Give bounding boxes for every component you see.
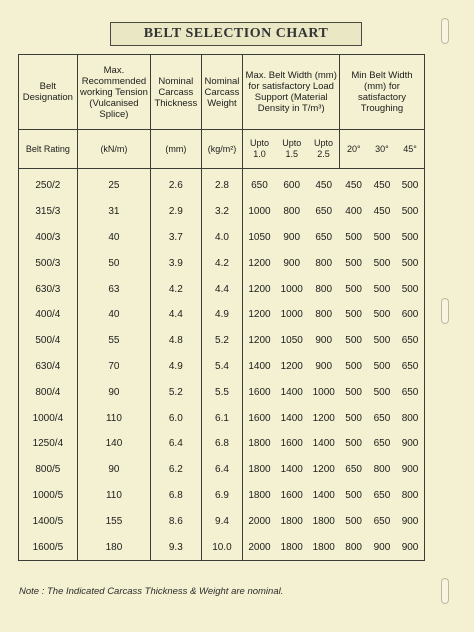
table-cell: 1250/4	[19, 431, 78, 457]
unit-cell: 30°	[368, 130, 396, 169]
table-cell: 63	[77, 276, 150, 302]
table-cell: 1200	[248, 335, 271, 347]
table-row	[19, 199, 425, 225]
table-cell: 180	[77, 534, 150, 560]
table-cell: 4.4	[201, 276, 243, 302]
belt-selection-table	[18, 54, 425, 561]
table-cell: 4.8	[151, 328, 201, 354]
binder-hole	[441, 18, 449, 44]
table-row	[19, 534, 425, 560]
table-cell: 1050	[280, 335, 303, 347]
table-cell: 6.0	[151, 405, 201, 431]
table-row	[19, 483, 425, 509]
table-cell: 600	[283, 180, 301, 192]
table-cell: 630/4	[19, 354, 78, 380]
table-cell: 1600	[248, 386, 271, 398]
table-cell: 1800	[280, 541, 303, 553]
unit-cell: (kg/m²)	[201, 130, 243, 169]
table-cell: 500	[373, 360, 391, 372]
table-cell: 55	[77, 328, 150, 354]
unit-cell: (mm)	[151, 130, 201, 169]
table-cell: 90	[77, 457, 150, 483]
table-cell: 5.2	[151, 379, 201, 405]
table-cell: 1800	[248, 464, 271, 476]
table-cell: 50	[77, 250, 150, 276]
table-cell: 315/3	[19, 199, 78, 225]
table-cell: 500	[345, 360, 362, 372]
table-cell: 500	[345, 231, 362, 243]
table-cell: 650	[373, 412, 391, 424]
table-cell: 1200	[248, 309, 271, 321]
table-cell: 1800	[248, 438, 271, 450]
unit-cell: Belt Rating	[19, 130, 78, 169]
table-cell: 1800	[312, 541, 335, 553]
table-cell: 4.2	[201, 250, 243, 276]
table-cell: 900	[401, 541, 419, 553]
table-cell: 650	[251, 180, 268, 192]
table-cell: 400/4	[19, 302, 78, 328]
table-cell: 500	[373, 283, 391, 295]
table-cell: 2.8	[201, 169, 243, 199]
table-row	[19, 354, 425, 380]
table-cell: 500	[345, 335, 362, 347]
table-cell: 2.9	[151, 199, 201, 225]
table-row	[19, 379, 425, 405]
table-cell: 6.4	[151, 431, 201, 457]
table-cell: 500	[345, 386, 362, 398]
table-cell: 1400	[280, 412, 303, 424]
table-cell: 40	[77, 225, 150, 251]
table-cell: 2.6	[151, 169, 201, 199]
table-cell: 2000	[248, 541, 271, 553]
table-cell: 6.2	[151, 457, 201, 483]
table-cell: 90	[77, 379, 150, 405]
table-cell: 6.4	[201, 457, 243, 483]
table-cell: 900	[373, 541, 391, 553]
header-working-tension: Max. Recommended working Tension (Vulcanised Splice)	[77, 55, 150, 130]
table-cell: 800	[373, 464, 391, 476]
table-cell: 250/2	[19, 169, 78, 199]
table-cell: 500	[345, 489, 362, 501]
unit-cell: (kN/m)	[77, 130, 150, 169]
header-carcass-weight: Nominal Carcass Weight	[201, 55, 243, 130]
table-cell: 800	[401, 489, 419, 501]
table-cell: 500	[401, 231, 419, 243]
table-cell: 1050	[248, 231, 271, 243]
table-cell: 5.4	[201, 354, 243, 380]
table-cell: 1000	[280, 283, 303, 295]
table-cell: 500	[345, 438, 362, 450]
unit-cell: 20°	[339, 130, 367, 169]
table-cell: 500	[401, 180, 419, 192]
table-cell: 5.5	[201, 379, 243, 405]
table-cell: 450	[373, 206, 391, 218]
table-cell: 1200	[312, 412, 335, 424]
table-cell: 500	[345, 412, 362, 424]
binder-hole	[441, 298, 449, 324]
table-cell: 9.3	[151, 534, 201, 560]
chart-title: BELT SELECTION CHART	[110, 22, 362, 46]
footnote: Note : The Indicated Carcass Thickness & Weight are nominal.	[19, 586, 284, 597]
table-cell: 800	[315, 283, 333, 295]
table-cell: 1000	[280, 309, 303, 321]
header-carcass-thickness: Nominal Carcass Thickness	[151, 55, 201, 130]
table-cell: 155	[77, 508, 150, 534]
table-row	[19, 457, 425, 483]
table-cell: 1600	[280, 489, 303, 501]
table-cell: 500/3	[19, 250, 78, 276]
table-cell: 1200	[280, 360, 303, 372]
table-cell: 400/3	[19, 225, 78, 251]
table-cell: 10.0	[201, 534, 243, 560]
table-row	[19, 328, 425, 354]
table-row	[19, 405, 425, 431]
table-cell: 25	[77, 169, 150, 199]
table-cell: 1800	[248, 489, 271, 501]
table-cell: 800/5	[19, 457, 78, 483]
table-cell: 500/4	[19, 328, 78, 354]
table-cell: 900	[315, 360, 333, 372]
unit-cell: Upto 1.5	[275, 130, 308, 169]
table-cell: 8.6	[151, 508, 201, 534]
table-cell: 1000/5	[19, 483, 78, 509]
table-cell: 1400	[280, 464, 303, 476]
table-cell: 800	[315, 257, 333, 269]
table-cell: 800	[345, 541, 362, 553]
table-cell: 500	[373, 231, 391, 243]
unit-cell: 45°	[396, 130, 424, 169]
header-belt-designation: Belt Designation	[19, 55, 78, 130]
table-cell: 630/3	[19, 276, 78, 302]
table-cell: 1800	[312, 515, 335, 527]
table-cell: 4.9	[201, 302, 243, 328]
table-cell: 650	[401, 335, 419, 347]
table-cell: 1400	[312, 489, 335, 501]
table-cell: 500	[401, 206, 419, 218]
table-cell: 6.1	[201, 405, 243, 431]
table-cell: 1000	[248, 206, 271, 218]
table-cell: 450	[373, 180, 391, 192]
table-cell: 800	[283, 206, 301, 218]
header-min-belt-width: Min Belt Width (mm) for satisfactory Troughing	[339, 55, 424, 130]
table-cell: 3.9	[151, 250, 201, 276]
table-cell: 500	[373, 335, 391, 347]
units-row	[19, 130, 425, 169]
table-cell: 1800	[280, 515, 303, 527]
table-cell: 4.9	[151, 354, 201, 380]
table-cell: 500	[345, 257, 362, 269]
table-cell: 1000/4	[19, 405, 78, 431]
table-row	[19, 250, 425, 276]
table-cell: 4.2	[151, 276, 201, 302]
table-row	[19, 508, 425, 534]
table-cell: 1600	[280, 438, 303, 450]
table-row	[19, 302, 425, 328]
table-cell: 650	[401, 386, 419, 398]
table-cell: 2000	[248, 515, 271, 527]
table-cell: 800	[401, 412, 419, 424]
binder-hole	[441, 578, 449, 604]
table-cell: 500	[373, 386, 391, 398]
table-cell: 650	[315, 231, 333, 243]
table-cell: 900	[283, 231, 301, 243]
table-cell: 500	[373, 257, 391, 269]
table-cell: 400	[345, 206, 362, 218]
table-cell: 1200	[248, 257, 271, 269]
table-cell: 1000	[312, 386, 335, 398]
header-max-belt-width: Max. Belt Width (mm) for satisfactory Load Support (Material Density in T/m³)	[243, 55, 340, 130]
table-cell: 650	[373, 515, 391, 527]
table-row	[19, 169, 425, 199]
table-cell: 40	[77, 302, 150, 328]
table-cell: 900	[315, 335, 333, 347]
table-cell: 800	[315, 309, 333, 321]
table-cell: 110	[77, 483, 150, 509]
table-cell: 450	[345, 180, 362, 192]
table-cell: 110	[77, 405, 150, 431]
table-cell: 6.8	[201, 431, 243, 457]
table-cell: 3.2	[201, 199, 243, 225]
table-cell: 800/4	[19, 379, 78, 405]
table-cell: 1600/5	[19, 534, 78, 560]
table-cell: 650	[373, 489, 391, 501]
table-cell: 70	[77, 354, 150, 380]
table-cell: 650	[315, 206, 333, 218]
table-row	[19, 431, 425, 457]
table-cell: 4.0	[201, 225, 243, 251]
table-cell: 900	[401, 464, 419, 476]
table-cell: 140	[77, 431, 150, 457]
table-cell: 4.4	[151, 302, 201, 328]
table-cell: 500	[345, 283, 362, 295]
table-cell: 500	[373, 309, 391, 321]
table-cell: 6.9	[201, 483, 243, 509]
table-cell: 31	[77, 199, 150, 225]
table-cell: 900	[401, 515, 419, 527]
table-cell: 1200	[248, 283, 271, 295]
unit-cell: Upto 2.5	[308, 130, 339, 169]
table-cell: 5.2	[201, 328, 243, 354]
table-cell: 900	[283, 257, 301, 269]
table-cell: 6.8	[151, 483, 201, 509]
table-cell: 500	[345, 309, 362, 321]
table-cell: 3.7	[151, 225, 201, 251]
table-cell: 500	[401, 257, 419, 269]
table-cell: 1400	[248, 360, 271, 372]
table-cell: 500	[401, 283, 419, 295]
table-cell: 1400	[280, 386, 303, 398]
table-row	[19, 225, 425, 251]
table-cell: 1400	[312, 438, 335, 450]
table-cell: 650	[345, 464, 362, 476]
table-row	[19, 276, 425, 302]
table-cell: 650	[373, 438, 391, 450]
table-cell: 1400/5	[19, 508, 78, 534]
table-cell: 500	[345, 515, 362, 527]
table-cell: 1200	[312, 464, 335, 476]
table-cell: 650	[401, 360, 419, 372]
table-cell: 1600	[248, 412, 271, 424]
table-cell: 600	[401, 309, 419, 321]
unit-cell: Upto 1.0	[243, 130, 276, 169]
table-cell: 9.4	[201, 508, 243, 534]
table-cell: 450	[315, 180, 333, 192]
table-cell: 900	[401, 438, 419, 450]
